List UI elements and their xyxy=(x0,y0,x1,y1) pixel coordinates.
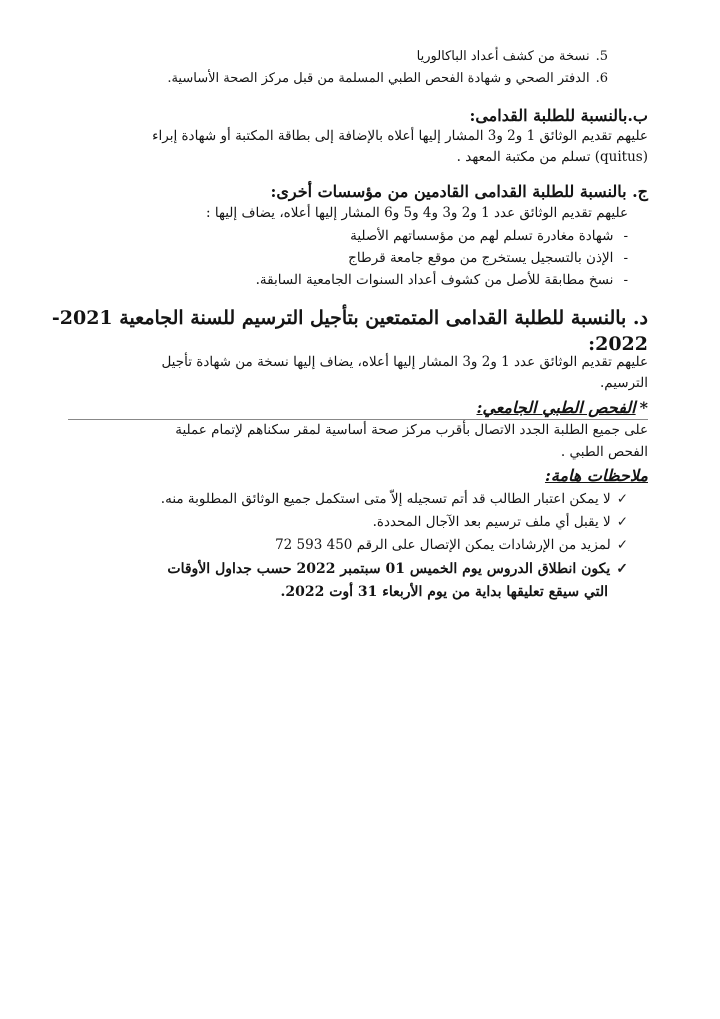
note-text: يكون انطلاق الدروس يوم الخميس 01 سبتمبر 2022 حسب جداول الأوقات xyxy=(167,561,611,577)
section-d-title-line1: د. بالنسبة للطلبة القدامى المتمتعين بتأجيل الترسيم للسنة الجامعية 2021- xyxy=(51,307,648,329)
medical-title-text: الفحص الطبي الجامعي: xyxy=(476,398,636,417)
note-item xyxy=(275,539,628,553)
section-b-title: ب.بالنسبة للطلبة القدامى: xyxy=(469,106,648,125)
dash-bullet-icon: - xyxy=(623,228,628,244)
list-item-6 xyxy=(167,72,608,85)
medical-title xyxy=(476,400,648,416)
note-text: لا يقبل أي ملف ترسيم بعد الآجال المحددة. xyxy=(372,514,611,530)
medical-line1: على جميع الطلبة الجدد الاتصال بأقرب مركز صحة أساسية لمقر سكناهم لإتمام عملية xyxy=(175,422,648,438)
note-item xyxy=(373,516,628,530)
section-j-intro: عليهم تقديم الوثائق عدد 1 و2 و3 و4 و5 و6 المشار إليها أعلاه، يضاف إليها : xyxy=(206,205,628,221)
section-b-line1: عليهم تقديم الوثائق 1 و2 و3 المشار إليها أعلاه بالإضافة إلى بطاقة المكتبة أو شهادة إبراء xyxy=(152,128,648,144)
dash-bullet-icon: - xyxy=(623,250,628,266)
item-number: 6. xyxy=(595,71,608,86)
section-b-line2: (quitus) تسلم من مكتبة المعهد . xyxy=(456,149,648,165)
item-number: 5. xyxy=(595,49,608,64)
note-item xyxy=(161,493,628,507)
bullet-text: نسخ مطابقة للأصل من كشوف أعداد السنوات الجامعية السابقة. xyxy=(255,272,614,288)
notes-title: ملاحظات هامة: xyxy=(544,466,648,485)
section-d-title-line2: 2022: xyxy=(588,333,648,355)
section-d-line2: الترسيم. xyxy=(599,375,648,391)
checkmark-icon: ✓ xyxy=(616,537,628,553)
note-text: لمزيد من الإرشادات يمكن الإتصال على الرقم 450 593 72 xyxy=(275,537,611,553)
star-icon: * xyxy=(639,398,648,417)
note-item-final xyxy=(167,562,628,576)
bullet-text: شهادة مغادرة تسلم لهم من مؤسساتهم الأصلية xyxy=(350,228,614,244)
list-item xyxy=(348,252,628,266)
note-item-final-line2: التي سيقع تعليقها بداية من يوم الأربعاء 31 أوت 2022. xyxy=(280,584,608,600)
divider xyxy=(68,419,648,420)
list-item xyxy=(350,230,628,244)
checkmark-icon: ✓ xyxy=(616,514,628,530)
dash-bullet-icon: - xyxy=(623,272,628,288)
medical-line2: الفحص الطبي . xyxy=(560,444,648,460)
bullet-text: الإذن بالتسجيل يستخرج من موقع جامعة قرطاج xyxy=(348,250,614,266)
item-text: الدفتر الصحي و شهادة الفحص الطبي المسلمة من قبل مركز الصحة الأساسية. xyxy=(167,71,590,86)
section-d-line1: عليهم تقديم الوثائق عدد 1 و2 و3 المشار إليها أعلاه، يضاف إليها نسخة من شهادة تأجيل xyxy=(161,354,648,370)
list-item xyxy=(256,274,628,288)
item-text: نسخة من كشف أعداد الباكالوريا xyxy=(416,49,590,64)
checkmark-icon: ✓ xyxy=(616,561,628,577)
list-item-5 xyxy=(417,50,608,63)
note-text: لا يمكن اعتبار الطالب قد أتم تسجيله إلاّ متى استكمل جميع الوثائق المطلوبة منه. xyxy=(160,491,611,507)
checkmark-icon: ✓ xyxy=(616,491,628,507)
section-j-title: ج. بالنسبة للطلبة القدامى القادمين من مؤسسات أخرى: xyxy=(270,182,648,201)
